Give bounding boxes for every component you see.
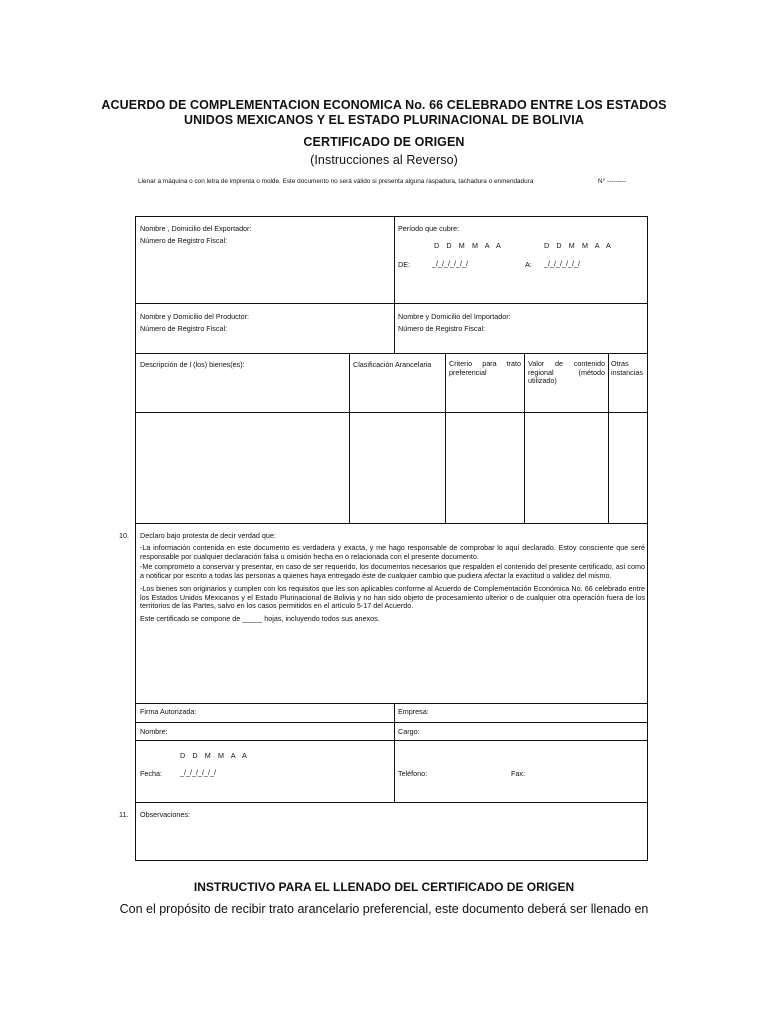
preference-criterion-header: Criterio para trato preferencial	[449, 359, 521, 377]
certificate-number: N° ---------	[598, 178, 627, 185]
fax-label: Fax:	[511, 769, 525, 778]
period-from-field[interactable]: _/_/_/_/_/_/	[432, 259, 468, 268]
instructions-title: INSTRUCTIVO PARA EL LLENADO DEL CERTIFICADO DE ORIGEN	[193, 880, 575, 894]
date-format: D D M M A A	[180, 751, 250, 760]
row-divider	[135, 303, 648, 304]
row-divider	[135, 722, 648, 723]
exporter-label: Nombre , Domicilio del Exportador:	[140, 224, 252, 233]
agreement-title-line-1: ACUERDO DE COMPLEMENTACION ECONOMICA No. 66 CELEBRADO ENTRE LOS ESTADOS	[101, 98, 667, 112]
importer-label: Nombre y Domicilio del Importador:	[398, 312, 511, 321]
row-divider	[135, 740, 648, 741]
producer-label: Nombre y Domicilio del Productor:	[140, 312, 250, 321]
authorized-signature-label: Firma Autorizada:	[140, 707, 197, 716]
declaration-paragraph-2: -Me comprometo a conservar y presentar, en caso de ser requerido, los documentos necesarios que respalden el contenido del presente certificado, así como a notificar por escrito a todas las personas a quienes haya entregado éste de cualquier cambio que pudiera afectar la exactitud o validez del mismo.	[140, 562, 645, 580]
goods-description-header: Descripción de l (los) bienes(es):	[140, 360, 245, 369]
row-divider	[135, 703, 648, 704]
observations-label: Observaciones:	[140, 810, 190, 819]
filling-instruction: Llenar a máquina o con letra de imprenta o molde. Este documento no será válido si presenta alguna raspadura, tachadura o enmendadura	[138, 178, 534, 185]
declaration-paragraph-4: Este certificado se compone de _____ hojas, incluyendo todos sus anexos.	[140, 614, 380, 623]
exporter-tax-id-label: Número de Registro Fiscal:	[140, 236, 228, 245]
row-divider	[135, 523, 648, 524]
column-divider	[608, 353, 609, 523]
column-divider	[394, 703, 395, 802]
period-from-format: D D M M A A	[434, 241, 504, 250]
date-label: Fecha:	[140, 769, 162, 778]
declaration-paragraph-1: -La información contenida en este documento es verdadera y exacta, y me hago responsable de comprobar lo aquí declarado. Estoy consciente que seré responsable por cualquier declaración falsa u omisión hecha en o relacionada con el presente documento.	[140, 543, 645, 561]
field-number-11: 11.	[119, 810, 129, 819]
certificate-subtitle: (Instrucciones al Reverso)	[310, 153, 458, 167]
column-divider	[394, 216, 395, 353]
tariff-classification-header: Clasificación Arancelaria	[353, 360, 432, 369]
declaration-paragraph-3: -Los bienes son originarios y cumplen con los requisitos que les son aplicables conforme al Acuerdo de Complementación Económica No. 66 celebrado entre los Estados Unidos Mexicanos y el Estado Plurinacional de Bolivia y no han sido objeto de procesamiento ulterior o de cualquier otra operación fuera de los territorios de las Partes, salvo en los casos permitidos en el artículo 5-17 del Acuerdo.	[140, 584, 645, 611]
company-label: Empresa:	[398, 707, 429, 716]
period-to-label: A:	[525, 260, 532, 269]
period-from-label: DE:	[398, 260, 410, 269]
agreement-title-line-2: UNIDOS MEXICANOS Y EL ESTADO PLURINACIONAL DE BOLIVIA	[183, 113, 585, 127]
period-to-field[interactable]: _/_/_/_/_/_/	[544, 259, 580, 268]
date-field[interactable]: _/_/_/_/_/_/	[180, 768, 216, 777]
instructions-intro: Con el propósito de recibir trato arancelario preferencial, este documento deberá ser llenado en	[119, 902, 649, 916]
column-divider	[349, 353, 350, 523]
position-label: Cargo:	[398, 727, 420, 736]
row-divider	[135, 412, 648, 413]
regional-value-header: Valor de contenido regional (método utilizado)	[528, 359, 605, 386]
column-divider	[524, 353, 525, 523]
row-divider	[135, 802, 648, 803]
period-to-format: D D M M A A	[544, 241, 614, 250]
declaration-title: Declaro bajo protesta de decir verdad que:	[140, 531, 276, 540]
row-divider	[135, 353, 648, 354]
period-label: Período que cubre:	[398, 224, 460, 233]
field-number-10: 10.	[119, 531, 129, 540]
importer-tax-id-label: Número de Registro Fiscal:	[398, 324, 486, 333]
column-divider	[445, 353, 446, 523]
name-label: Nombre:	[140, 727, 168, 736]
producer-tax-id-label: Número de Registro Fiscal:	[140, 324, 228, 333]
certificate-title: CERTIFICADO DE ORIGEN	[303, 135, 465, 149]
phone-label: Teléfono:	[398, 769, 428, 778]
other-instances-header: Otras instancias	[611, 359, 643, 377]
